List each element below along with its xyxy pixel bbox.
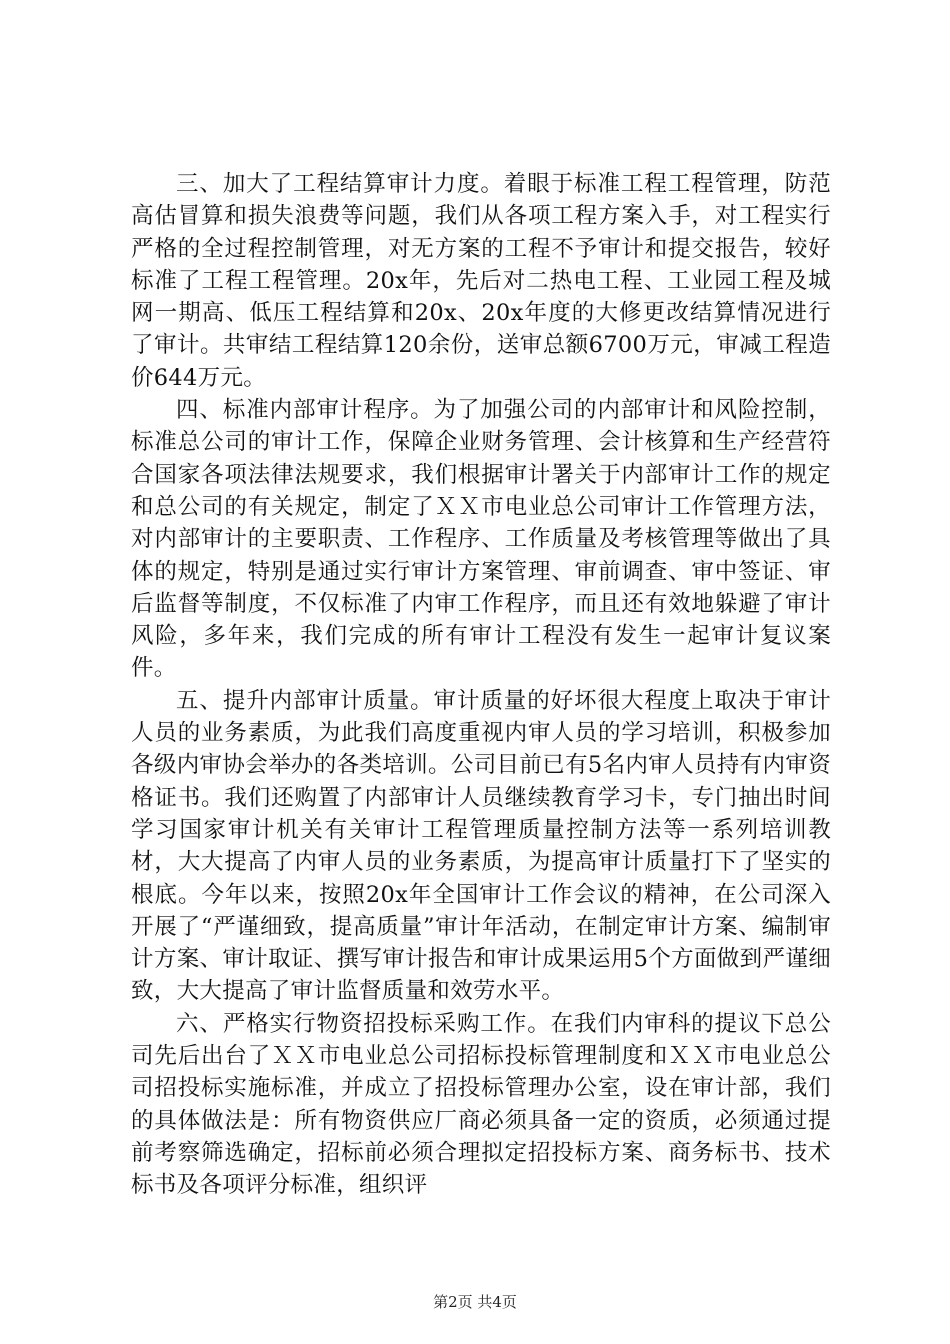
- page-footer: 第2页 共4页: [433, 1293, 517, 1311]
- paragraph-audit-quality: 五、提升内部审计质量。审计质量的好坏很大程度上取决于审计人员的业务素质，为此我们高度重视内审人员的学习培训，积极参加各级内审协会举办的各类培训。公司目前已有5名内审人员持有内审资格证书。我们还购置了内部审计人员继续教育学习卡，专门抽出时间学习国家审计机关有关审计工程管理质量控制方法等一系列培训教材，大大提高了内审人员的业务素质，为提高审计质量打下了坚实的根底。今年以来，按照20x年全国审计工作会议的精神，在公司深入开展了“严谨细致，提高质量”审计年活动，在制定审计方案、编制审计方案、审计取证、撰写审计报告和审计成果运用5个方面做到严谨细致，大大提高了审计监督质量和效劳水平。: [131, 687, 831, 1005]
- paragraph-audit-settlement: 三、加大了工程结算审计力度。着眼于标准工程工程管理，防范高估冒算和损失浪费等问题，我们从各项工程方案入手，对工程实行严格的全过程控制管理，对无方案的工程不予审计和提交报告，较好标准了工程工程管理。20x年，先后对二热电工程、工业园工程及城网一期高、低压工程结算和20x、20x年度的大修更改结算情况进行了审计。共审结工程结算120余份，送审总额6700万元，审减工程造价644万元。: [131, 171, 831, 391]
- document-body: [131, 168, 831, 1202]
- paragraph-procurement-bidding: 六、严格实行物资招投标采购工作。在我们内审科的提议下总公司先后出台了ＸＸ市电业总公司招标投标管理制度和ＸＸ市电业总公司招投标实施标准，并成立了招投标管理办公室，设在审计部，我们的具体做法是：所有物资供应厂商必须具备一定的资质，必须通过提前考察筛选确定，招标前必须合理拟定招投标方案、商务标书、技术标书及各项评分标准，组织评: [131, 1010, 831, 1199]
- paragraph-audit-procedure: 四、标准内部审计程序。为了加强公司的内部审计和风险控制，标准总公司的审计工作，保障企业财务管理、会计核算和生产经营符合国家各项法律法规要求，我们根据审计署关于内部审计工作的规定和总公司的有关规定，制定了ＸＸ市电业总公司审计工作管理方法，对内部审计的主要职责、工作程序、工作质量及考核管理等做出了具体的规定，特别是通过实行审计方案管理、审前调查、审中签证、审后监督等制度，不仅标准了内审工作程序，而且还有效地躲避了审计风险，多年来，我们完成的所有审计工程没有发生一起审计复议案件。: [131, 397, 831, 682]
